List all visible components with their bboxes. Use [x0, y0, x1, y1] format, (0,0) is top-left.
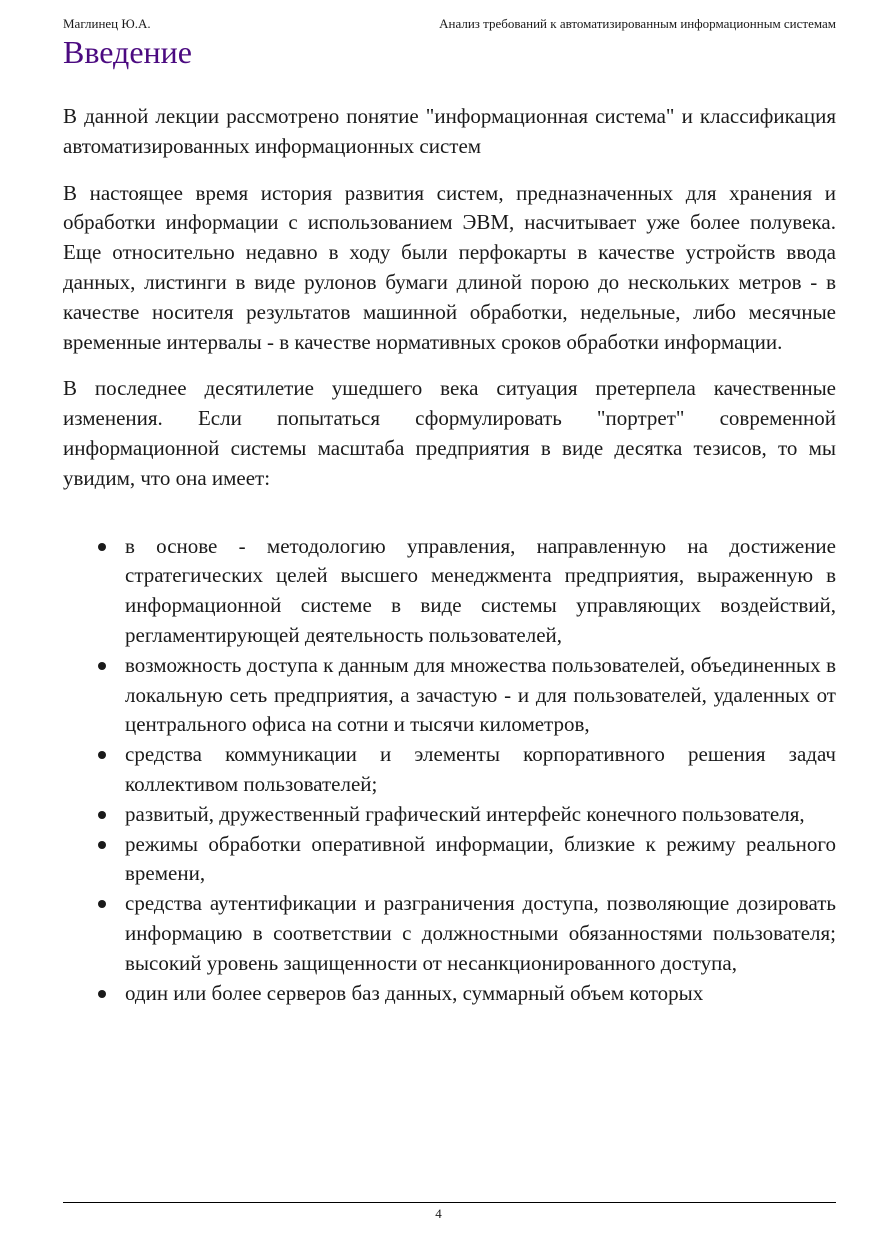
paragraph-history: В настоящее время история развития систем, предназначенных для хранения и обработки информации с использованием ЭВМ, насчитывает уже более полувека. Еще относительно недавно в ходу были перфокарты в качестве устройств ввода данных, листинги в виде рулонов бумаги длиной порою до нескольких метров - в качестве носителя результатов машинной обработки, недельные, либо месячные временные интервалы - в качестве нормативных сроков обработки информации. [63, 180, 836, 354]
page-header [63, 16, 836, 36]
list-item: режимы обработки оперативной информации, близкие к режиму реального времени, [63, 830, 836, 890]
list-item: средства аутентификации и разграничения доступа, позволяющие дозировать информацию в соответствии с должностными обязанностями пользователя; высокий уровень защищенности от несанкционированного доступа, [63, 889, 836, 978]
list-item: один или более серверов баз данных, суммарный объем которых [63, 979, 836, 1009]
header-author: Маглинец Ю.А. [63, 16, 151, 31]
footer-divider [63, 1202, 836, 1203]
page-number: 4 [435, 1206, 442, 1221]
paragraph-portrait: В последнее десятилетие ушедшего века ситуация претерпела качественные изменения. Если попытаться сформулировать "портрет" современной информационной системы масштаба предприятия в виде десятка тезисов, то мы увидим, что она имеет: [63, 376, 836, 490]
list-item: развитый, дружественный графический интерфейс конечного пользователя, [63, 800, 836, 830]
list-item: в основе - методологию управления, направленную на достижение стратегических целей высшего менеджмента предприятия, выраженную в информационной системе в виде системы управляющих воздействий, регламентирующей деятельность пользователей, [63, 532, 836, 651]
list-item: средства коммуникации и элементы корпоративного решения задач коллективом пользователей; [63, 740, 836, 800]
section-title: Введение [63, 34, 192, 70]
paragraph-intro: В данной лекции рассмотрено понятие "информационная система" и классификация автоматизированных информационных систем [63, 104, 836, 158]
features-list [63, 532, 836, 1009]
header-course-title: Анализ требований к автоматизированным информационным системам [439, 16, 836, 31]
document-body [63, 102, 836, 1008]
list-item: возможность доступа к данным для множества пользователей, объединенных в локальную сеть предприятия, а зачастую - и для пользователей, удаленных от центрального офиса на сотни и тысячи километров, [63, 651, 836, 740]
